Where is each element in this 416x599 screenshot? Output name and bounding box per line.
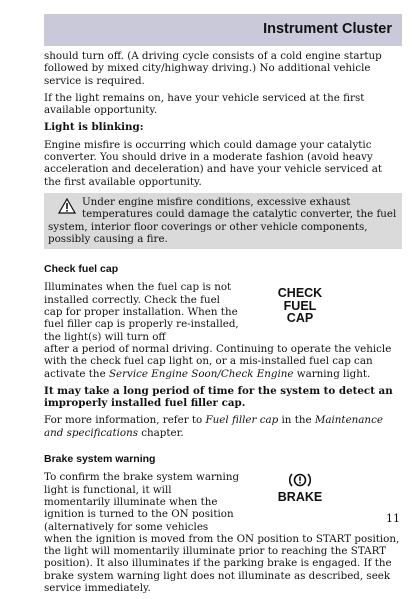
fuel-cap-text-continued (44, 343, 402, 380)
fuel-cap-text-cont: after a period of normal driving. Continuing to operate the vehicle with the check fuel cap light on, or a mis-installed fuel cap can activate the (44, 342, 392, 380)
page-content (44, 50, 402, 599)
service-engine-soon-reference: Service Engine Soon/Check Engine (108, 367, 294, 380)
more-info-end: chapter. (137, 426, 184, 439)
brake-warning-icon (287, 471, 313, 489)
warning-text: Under engine misfire conditions, excessive exhaust temperatures could damage the catalytic converter, the fuel system, interior floor coverings or other vehicle components, possibly causing a fire. (48, 195, 397, 245)
more-info-pre: For more information, refer to (44, 414, 206, 427)
brake-indicator-graphic (270, 471, 330, 503)
indicator-line-cap: CAP (286, 311, 314, 326)
intro-paragraph: should turn off. (A driving cycle consists of a cold engine startup followed by mixed city/highway driving.) No additional vehicle service is required. (44, 50, 382, 87)
indicator-line-fuel: FUEL (283, 298, 317, 313)
chapter-header (44, 14, 402, 46)
more-info-mid: in the (278, 414, 315, 427)
warning-triangle-icon (58, 198, 76, 214)
fuel-cap-section (44, 281, 402, 379)
fuel-cap-bold-note: It may take a long period of time for the system to detect an improperly installed fuel filler cap. (44, 384, 393, 410)
fuel-cap-text-end: warning light. (293, 367, 371, 380)
check-fuel-cap-heading: Check fuel cap (44, 263, 119, 276)
light-blinking-paragraph: Engine misfire is occurring which could damage your catalytic converter. You should drive in a moderate fashion (avoid heavy acceleration and deceleration) and have your vehicle serviced at the first available opportunity. (44, 138, 383, 188)
check-fuel-cap-indicator-graphic (270, 287, 330, 325)
fuel-cap-text-narrow: Illuminates when the fuel cap is not installed correctly. Check the fuel cap for proper installation. When the fuel filler cap is properly re-installed, the light(s) will turn off (44, 281, 239, 343)
chapter-title: Instrument Cluster (263, 21, 392, 37)
warning-box (44, 193, 402, 249)
brake-text-narrow: To confirm the brake system warning light is functional, it will momentarily illuminate when the ignition is turned to the ON position (alternatively for some vehicles (44, 471, 240, 533)
page-number: 11 (386, 512, 400, 525)
brake-system-warning-heading: Brake system warning (44, 453, 156, 466)
brake-text-continued: when the ignition is moved from the ON position to START position, the light will momentarily illuminate prior to reaching the START position). It also illuminates if the parking brake is engaged. If the brake system warning light does not illuminate as described, seek service immediately. (44, 532, 400, 594)
maintenance-chapter-reference: Maintenance and specifications (44, 414, 383, 439)
indicator-line-check: CHECK (277, 286, 323, 301)
more-information-paragraph (44, 414, 402, 439)
fuel-filler-cap-reference: Fuel filler cap (205, 414, 279, 427)
light-blinking-label: Light is blinking: (44, 121, 144, 134)
light-remains-on-paragraph: If the light remains on, have your vehicle serviced at the first available opportunity. (44, 91, 365, 117)
brake-section (44, 471, 402, 594)
brake-indicator-label: BRAKE (277, 490, 323, 505)
